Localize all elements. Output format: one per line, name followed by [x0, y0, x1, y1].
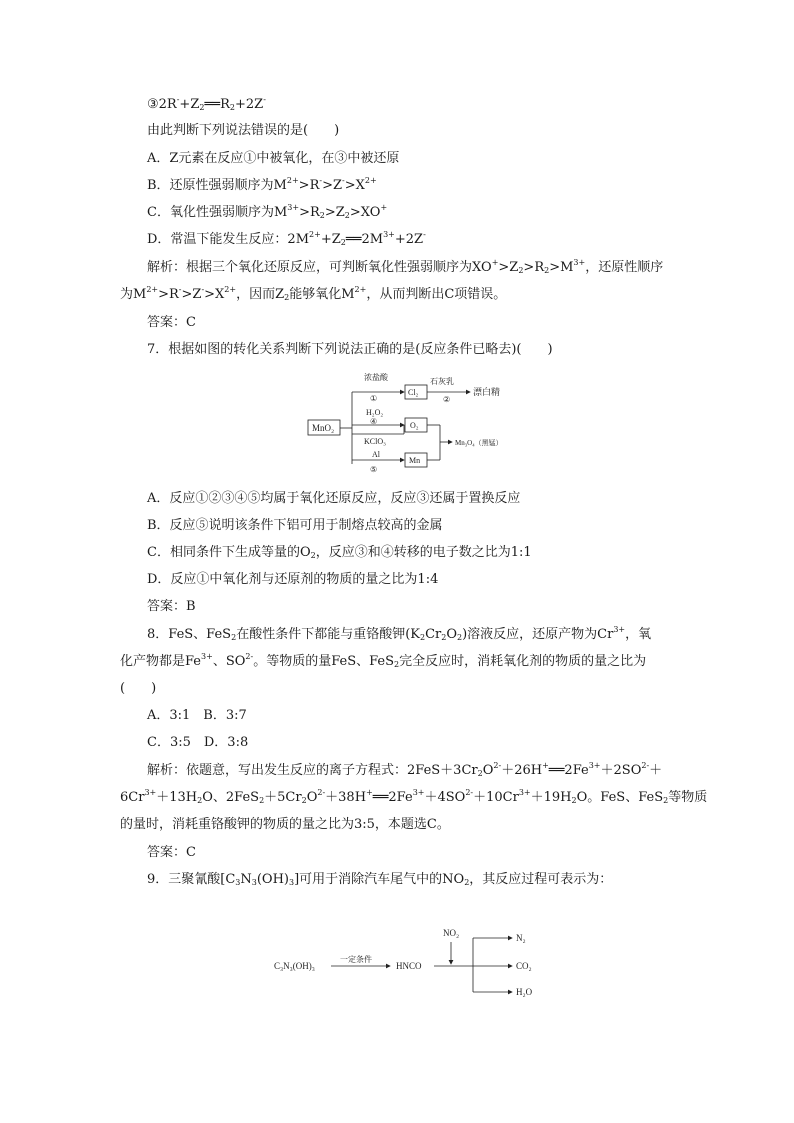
q8-explanation-line1: 解析：依题意，写出发生反应的离子方程式：$2FeS+3Cr_2O^{2-}+26H^+══2Fe^{3+}+2SO^{2-}+$: [147, 761, 663, 778]
q6-option-b: B．还原性强弱顺序为$M^{2+}>R^->Z^->X^{2+}$: [147, 176, 377, 193]
mn3o4-text: Mn₃O₄（黑锰）: [455, 439, 503, 447]
q7-option-c: C．相同条件下生成等量的$O_2$，反应③和④转移的电子数之比为1:1: [147, 545, 532, 560]
q7-answer: 答案：B: [147, 599, 196, 614]
q7-option-b: B．反应⑤说明该条件下铝可用于制熔点较高的金属: [147, 518, 443, 533]
q7-option-a: A．反应①②③④⑤均属于氧化还原反应，反应③还属于置换反应: [147, 491, 521, 506]
q8-explanation-line3: 的量时，消耗重铬酸钾的物质的量之比为3:5，本题选C。: [120, 817, 450, 832]
q8-stem-line3: ( ): [120, 681, 157, 696]
q8-stem-line1: 8．FeS、FeS$_2$在酸性条件下都能与重铬酸钾$(K_2Cr_2O_2)$溶液反应，还原产物为$Cr^{3+}$，氧: [147, 625, 652, 642]
hnco-text: HNCO: [396, 961, 422, 971]
condition-text: 一定条件: [340, 955, 372, 964]
q6-stem: 由此判断下列说法错误的是( ): [147, 123, 340, 138]
q8-answer: 答案：C: [147, 845, 196, 860]
co2-text: CO₂: [516, 961, 532, 971]
label-hcl: 浓盐酸: [364, 373, 388, 382]
label-n1: ①: [370, 394, 378, 403]
bleach-text: 漂白精: [473, 387, 501, 397]
q7-stem: 7．根据如图的转化关系判断下列说法正确的是(反应条件已略去)( ): [147, 342, 553, 357]
label-kclo3: KClO₃: [364, 437, 386, 446]
q8-options-ab: A．3:1 B．3:7: [147, 708, 247, 723]
q9-diagram: [268, 920, 558, 1008]
label-n5: ⑤: [370, 465, 378, 474]
q6-explanation-line2: 为$M^{2+}>R^->Z^->X^{2+}$，因而$Z_2$能够氧化$M^{2+}$，从而判断出C项错误。: [120, 285, 507, 302]
label-h2o2: H₂O₂: [366, 408, 384, 417]
q8-explanation-line2: $6Cr^{3+}+13H_2O$、$2FeS_2+5Cr_2O^{2-}+38H^+══2Fe^{3+}+4SO^{2-}+10Cr^{3+}+19H_2O$。FeS、FeS$_2$等物质: [120, 788, 708, 805]
label-lime: 石灰乳: [430, 377, 454, 386]
q6-option-c: C．氧化性强弱顺序为$M^{3+}>R_2>Z_2>XO^+$: [147, 203, 388, 220]
h2o-text: H₂O: [516, 987, 533, 997]
reactant-text: C₃N₃(OH)₃: [274, 961, 315, 971]
n2-text: N₂: [516, 933, 526, 943]
equation-3: $③2R^-+Z_2══R_2+2Z^-$: [147, 95, 266, 112]
label-n2: ②: [443, 395, 451, 404]
q7-diagram: [300, 368, 540, 476]
q6-option-d: D．常温下能发生反应：$2M^{2+}+Z_2══2M^{3+}+2Z^-$: [147, 230, 426, 247]
q9-stem: 9．三聚氰酸$[C_3N_3(OH)_3]$可用于消除汽车尾气中的$NO_2$，其反应过程可表示为：: [147, 872, 613, 887]
q8-options-cd: C．3:5 D．3:8: [147, 735, 249, 750]
label-n4: ④: [370, 417, 378, 426]
q7-option-d: D．反应①中氧化剂与还原剂的物质的量之比为1:4: [147, 572, 439, 587]
mno2-text: MnO₂: [312, 423, 335, 433]
q6-option-a: A．Z元素在反应①中被氧化，在③中被还原: [147, 151, 400, 166]
o2-text: O₂: [410, 421, 419, 430]
q6-answer: 答案：C: [147, 315, 196, 330]
no2-text: NO₂: [443, 928, 460, 938]
q8-stem-line2: 化产物都是$Fe^{3+}$、$SO^{2-}$。等物质的量FeS、FeS$_2$完全反应时，消耗氧化剂的物质的量之比为: [120, 652, 647, 669]
cl2-text: Cl₂: [408, 388, 419, 397]
mn-text: Mn: [409, 456, 421, 465]
q6-explanation-line1: 解析：根据三个氧化还原反应，可判断氧化性强弱顺序为$XO^+>Z_2>R_2>M^{3+}$，还原性顺序: [147, 258, 664, 275]
label-al: Al: [372, 450, 380, 459]
